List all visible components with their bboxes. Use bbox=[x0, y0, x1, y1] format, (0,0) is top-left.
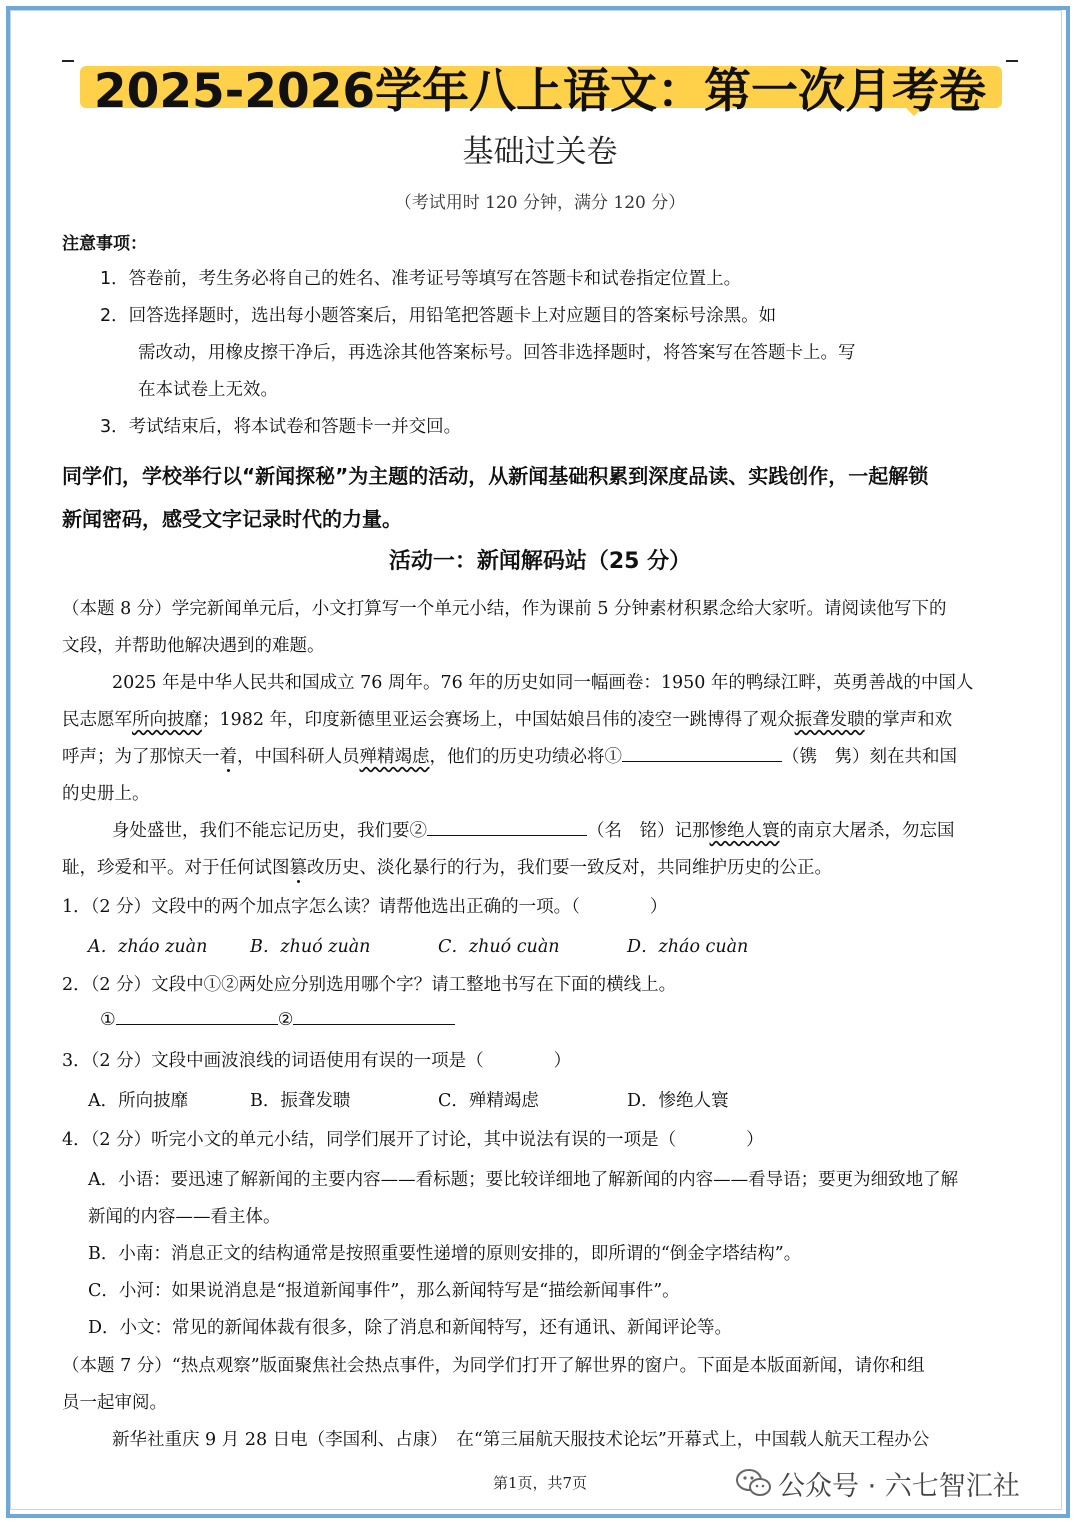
text-segment: ；1982 年，印度新德里亚运会赛场上，中国姑娘吕伟的凌空一跳博得了观众 bbox=[202, 710, 795, 730]
note-item-3: 3．考试结束后，将本试卷和答题卡一并交回。 bbox=[100, 417, 462, 437]
q4-option-a-line-2: 新闻的内容——看主体。 bbox=[88, 1207, 281, 1227]
text-segment: （名 铭）记那 bbox=[587, 821, 710, 841]
q4-option-c[interactable]: C．小河：如果说消息是“报道新闻事件”，那么新闻特写是“描绘新闻事件”。 bbox=[88, 1281, 680, 1301]
page-number: 第1页，共7页 bbox=[492, 1474, 588, 1492]
notes-heading: 注意事项： bbox=[62, 234, 147, 254]
q4-option-a-line-1[interactable]: A．小语：要迅速了解新闻的主要内容——看标题；要比较详细地了解新闻的内容——看导语；要更为细致地了解 bbox=[88, 1170, 959, 1190]
watermark-text: 公众号 · 六七智汇社 bbox=[778, 1471, 1020, 1502]
exam-info: （考试用时 120 分钟，满分 120 分） bbox=[394, 193, 686, 213]
text-segment: ，他们的历史功绩必将① bbox=[429, 747, 622, 767]
q2-blank-1-label: ① bbox=[100, 1010, 116, 1030]
passage-para-2-line-1 bbox=[112, 817, 955, 842]
answer-blank-2[interactable] bbox=[427, 819, 587, 836]
wavy-word-zhenlongfakui: 振聋发聩 bbox=[794, 710, 865, 730]
q2-answer-line bbox=[100, 1008, 455, 1030]
dotted-char-cuan: 篡 bbox=[289, 858, 307, 878]
text-segment: 呼声；为了那惊天一 bbox=[62, 747, 220, 767]
question-4: 4．（2 分）听完小文的单元小结，同学们展开了讨论，其中说法有误的一项是（ ） bbox=[62, 1130, 764, 1150]
lead-line-1: （本题 8 分）学完新闻单元后，小文打算写一个单元小结，作为课前 5 分钟素材积累念给大家听。请阅读他写下的 bbox=[62, 599, 947, 619]
lead-2-line-1: （本题 7 分）“热点观察”版面聚焦社会热点事件，为同学们打开了解世界的窗户。下面是本版面新闻，请你和组 bbox=[62, 1356, 925, 1376]
text-segment: 的掌声和欢 bbox=[864, 710, 953, 730]
text-segment: 耻，珍爱和平。对于任何试图 bbox=[62, 858, 290, 878]
q2-answer-blank-1[interactable] bbox=[116, 1008, 278, 1025]
question-1: 1．（2 分）文段中的两个加点字怎么读？请帮他选出正确的一项。（ ） bbox=[62, 897, 668, 917]
lead-line-2: 文段，并帮助他解决遇到的难题。 bbox=[62, 636, 325, 656]
intro-line-1: 同学们，学校举行以“新闻探秘”为主题的活动，从新闻基础积累到深度品读、实践创作，一起解锁 bbox=[62, 464, 929, 488]
q3-option-b[interactable]: B．振聋发聩 bbox=[250, 1091, 351, 1111]
title-block bbox=[62, 52, 1018, 119]
news-line-1: 新华社重庆 9 月 28 日电（李国利、占康） 在“第三届航天服技术论坛”开幕式上，中国载人航天工程办公 bbox=[112, 1430, 930, 1450]
q4-option-b[interactable]: B．小南：消息正文的结构通常是按照重要性递增的原则安排的，即所谓的“倒金字塔结构”。 bbox=[88, 1244, 802, 1264]
note-item-2-line-1: 2．回答选择题时，选出每小题答案后，用铅笔把答题卡上对应题目的答案标号涂黑。如 bbox=[100, 306, 777, 326]
text-segment: ，中国科研人员 bbox=[237, 747, 360, 767]
passage-para-1-line-1: 2025 年是中华人民共和国成立 76 周年。76 年的历史如同一幅画卷：1950 年的鸭绿江畔，英勇善战的中国人 bbox=[112, 673, 974, 693]
wechat-icon bbox=[736, 1468, 772, 1498]
question-3: 3．（2 分）文段中画波浪线的词语使用有误的一项是（ ） bbox=[62, 1051, 572, 1071]
wavy-word-danjingjielv: 殚精竭虑 bbox=[359, 747, 430, 767]
note-item-2-line-3: 在本试卷上无效。 bbox=[138, 380, 278, 400]
wavy-word-suoxiangpimi: 所向披靡 bbox=[132, 710, 202, 730]
q2-blank-2-label: ② bbox=[277, 1010, 294, 1030]
note-item-2-line-2: 需改动，用橡皮擦干净后，再选涂其他答案标号。回答非选择题时，将答案写在答题卡上。写 bbox=[138, 343, 856, 363]
passage-para-1-line-2 bbox=[62, 706, 952, 731]
answer-blank-1[interactable] bbox=[622, 745, 782, 762]
dotted-char-zhuo: 着 bbox=[219, 747, 237, 767]
wavy-word-canjuerenhuan: 惨绝人寰 bbox=[709, 821, 780, 841]
passage-para-2-line-2 bbox=[62, 854, 832, 879]
text-segment: 的南京大屠杀，勿忘国 bbox=[779, 821, 955, 841]
q3-option-c[interactable]: C．殚精竭虑 bbox=[438, 1091, 539, 1111]
text-segment: 民志愿军 bbox=[62, 710, 132, 730]
q3-option-a[interactable]: A．所向披靡 bbox=[88, 1091, 189, 1111]
q4-option-d[interactable]: D．小文：常见的新闻体裁有很多，除了消息和新闻特写，还有通讯、新闻评论等。 bbox=[88, 1318, 733, 1338]
page-subtitle: 基础过关卷 bbox=[462, 134, 618, 170]
activity-1-title: 活动一：新闻解码站（25 分） bbox=[388, 549, 692, 574]
q1-option-d[interactable]: D．zháo cuàn bbox=[627, 937, 749, 957]
intro-line-2: 新闻密码，感受文字记录时代的力量。 bbox=[62, 507, 402, 531]
note-item-1: 1．答卷前，考生务必将自己的姓名、准考证号等填写在答题卡和试卷指定位置上。 bbox=[100, 269, 742, 289]
q3-option-d[interactable]: D．惨绝人寰 bbox=[627, 1091, 729, 1111]
q1-option-c[interactable]: C．zhuó cuàn bbox=[438, 937, 560, 957]
text-segment: 改历史、淡化暴行的行为，我们要一致反对，共同维护历史的公正。 bbox=[307, 858, 832, 878]
lead-2-line-2: 员一起审阅。 bbox=[62, 1393, 167, 1413]
q2-answer-blank-2[interactable] bbox=[293, 1008, 455, 1025]
passage-para-1-line-4: 的史册上。 bbox=[62, 784, 150, 804]
q1-option-a[interactable]: A．zháo zuàn bbox=[88, 937, 208, 957]
question-2: 2．（2 分）文段中①②两处应分别选用哪个字？请工整地书写在下面的横线上。 bbox=[62, 975, 677, 995]
text-segment: （镌 隽）刻在共和国 bbox=[782, 747, 957, 767]
text-segment: 身处盛世，我们不能忘记历史，我们要② bbox=[112, 821, 427, 841]
page-title: 2025-2026学年八上语文：第一次月考卷 bbox=[93, 64, 987, 119]
passage-para-1-line-3 bbox=[62, 743, 957, 768]
q1-option-b[interactable]: B．zhuó zuàn bbox=[250, 937, 371, 957]
